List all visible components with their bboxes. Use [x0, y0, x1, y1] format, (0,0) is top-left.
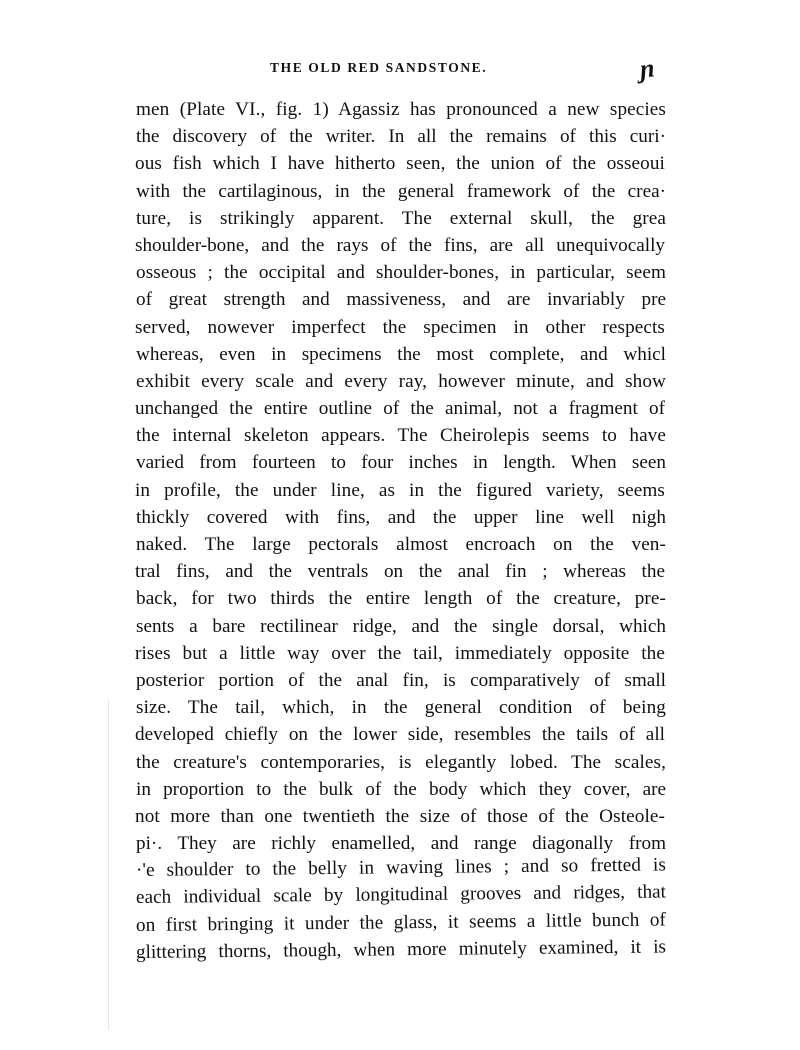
text-line: served, nowever imperfect the specimen in other respects — [135, 316, 665, 338]
text-line: unchanged the entire outline of the animal, not a fragment of — [135, 398, 665, 420]
text-line: pi·. They are richly enamelled, and range diagonally from — [136, 833, 666, 855]
text-line: sents a bare rectilinear ridge, and the single dorsal, which — [136, 615, 666, 637]
text-line: tral fins, and the ventrals on the anal fin ; whereas the — [135, 561, 665, 583]
text-line: ture, is strikingly apparent. The external skull, the grea — [136, 207, 666, 229]
running-head — [0, 53, 800, 84]
body-text — [136, 96, 666, 966]
text-line: each individual scale by longitudinal grooves and ridges, that — [135, 881, 667, 909]
page-edge-mark — [108, 700, 109, 1030]
text-line: naked. The large pectorals almost encroach on the ven- — [136, 534, 666, 555]
text-line: thickly covered with fins, and the upper line well nigh — [136, 506, 666, 528]
text-line: with the cartilaginous, in the general framework of the crea· — [136, 180, 666, 202]
text-line: in profile, the under line, as in the figured variety, seems — [135, 479, 665, 501]
text-line: the internal skeleton appears. The Cheirolepis seems to have — [136, 425, 666, 447]
text-line: developed chiefly on the lower side, resembles the tails of all — [135, 724, 665, 746]
text-line: of great strength and massiveness, and are invariably pre — [136, 289, 666, 311]
page-number: ɲ — [638, 53, 656, 84]
text-line: ous fish which I have hitherto seen, the union of the osseoui — [135, 153, 665, 175]
text-line: whereas, even in specimens the most complete, and whicl — [136, 343, 666, 365]
text-line: glittering thorns, though, when more minutely examined, it is — [135, 936, 667, 963]
text-line: ·'e shoulder to the belly in waving lines ; and so fretted is — [135, 854, 667, 882]
text-line: in proportion to the bulk of the body which they cover, are — [136, 778, 666, 800]
text-line: rises but a little way over the tail, immediately opposite the — [135, 642, 665, 664]
text-line: men (Plate VI., fig. 1) Agassiz has pronounced a new species — [136, 99, 666, 120]
text-line: posterior portion of the anal fin, is comparatively of small — [136, 669, 666, 691]
text-line: not more than one twentieth the size of those of the Osteole- — [135, 805, 665, 827]
text-line: back, for two thirds the entire length of the creature, pre- — [136, 588, 666, 610]
text-line: osseous ; the occipital and shoulder-bones, in particular, seem — [136, 262, 666, 284]
text-line: the creature's contemporaries, is elegantly lobed. The scales, — [136, 751, 666, 773]
running-title: THE OLD RED SANDSTONE. — [270, 60, 488, 75]
text-line: on first bringing it under the glass, it seems a little bunch of — [135, 909, 667, 936]
text-line: size. The tail, which, in the general condition of being — [136, 697, 666, 719]
text-line: exhibit every scale and every ray, however minute, and show — [136, 370, 666, 392]
text-line: shoulder-bone, and the rays of the fins, are all unequivocally — [135, 234, 665, 256]
text-line: varied from fourteen to four inches in length. When seen — [136, 452, 666, 474]
text-line: the discovery of the writer. In all the remains of this curi· — [136, 126, 666, 148]
